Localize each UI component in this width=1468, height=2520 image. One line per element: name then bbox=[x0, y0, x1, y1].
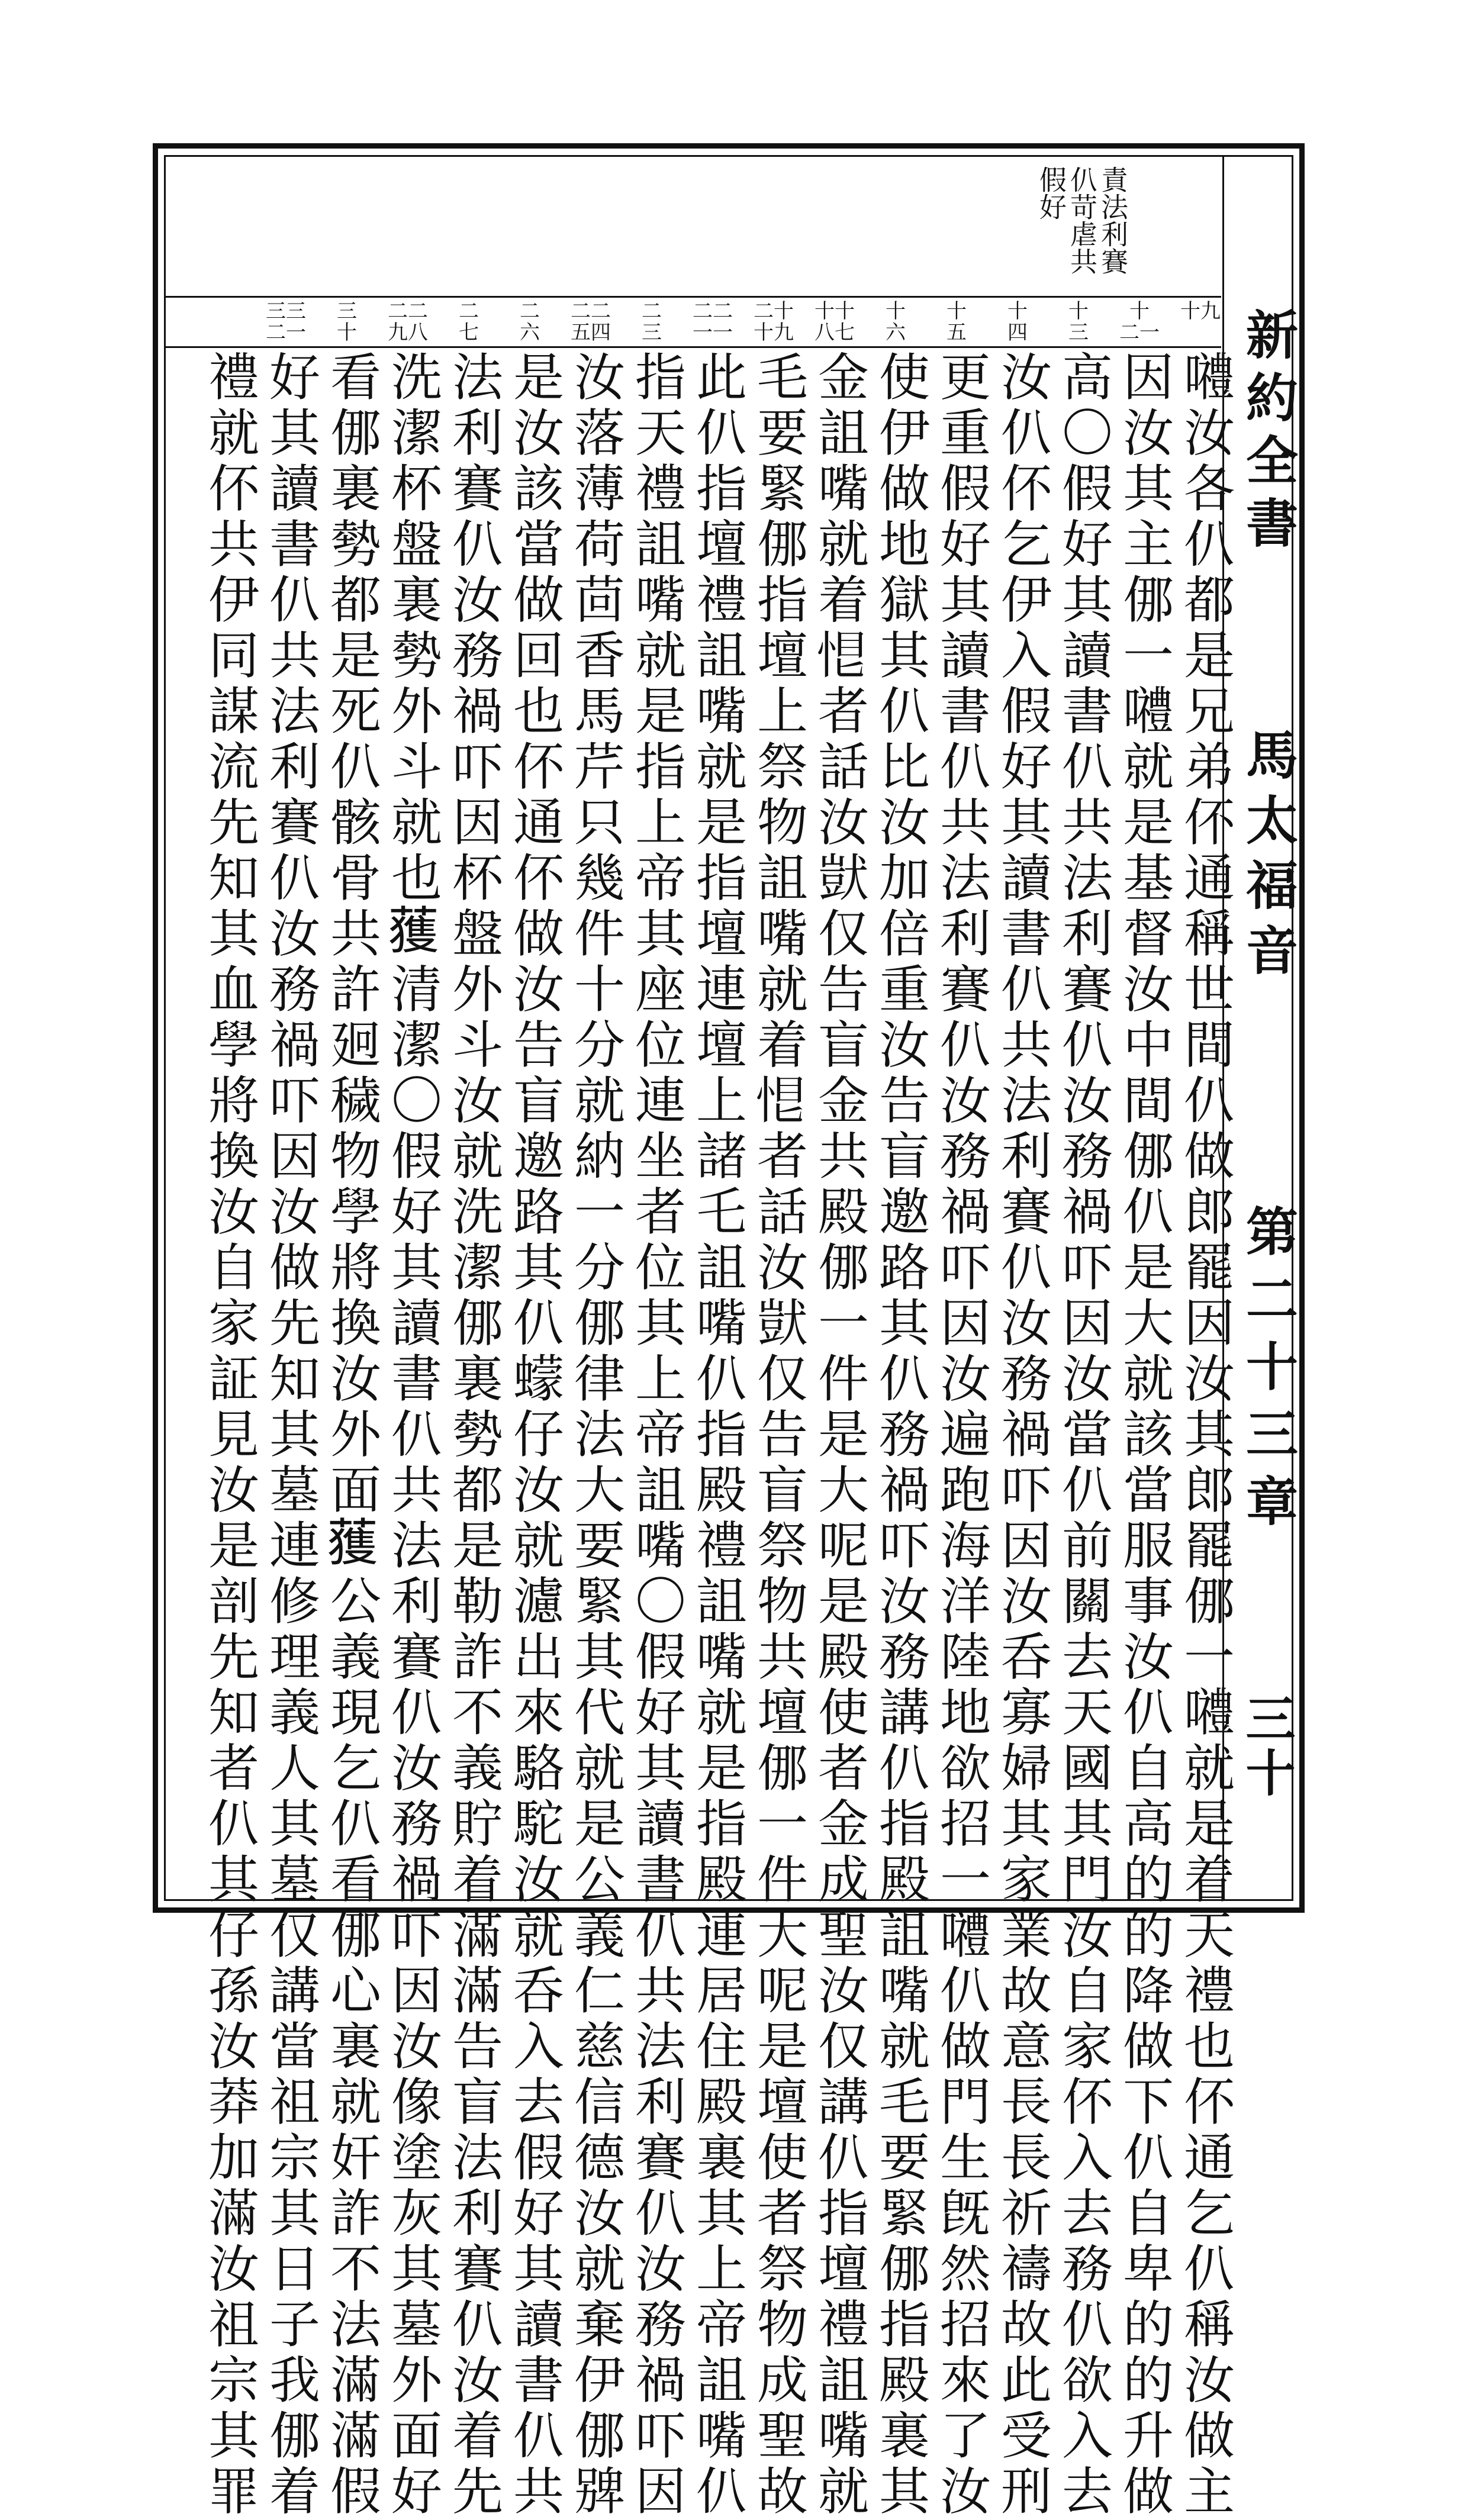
verse-number: 十 六 bbox=[886, 299, 906, 344]
text-column: 法利賽仈汝務禍吓因杯盤外斗汝就洗潔㑚裏勢都是勒詐不義貯着滿滿告盲法利賽仈汝着先 bbox=[443, 350, 503, 2520]
book-title: 新約全書 bbox=[1238, 308, 1299, 559]
text-column: 此仈指壇禮詛嘴就是指壇連壇上諸乇詛嘴仈指殿禮詛嘴就是指殿連居住殿裏其上帝詛嘴仈 bbox=[687, 350, 746, 2520]
text-column: 好其讀書仈共法利賽仈汝務禍吓因汝做先知其墓連修理義人其墓仅講當祖宗其日子我㑚着 bbox=[260, 350, 320, 2520]
text-column: 洗潔杯盤裏勢外斗就也𫉬清潔〇假好其讀書仈共法利賽仈汝務禍吓因汝像塗灰其墓外面好 bbox=[382, 350, 442, 2520]
marginal-note: 假好 bbox=[1035, 166, 1067, 220]
divider-rule bbox=[166, 346, 1221, 348]
verse-number: 二十 十九 bbox=[754, 299, 794, 344]
text-column: 汝落薄荷茴香馬芹只幾件十分就納一分㑚律法大要緊其代就是公義仁慈信德汝就棄伊㑚㗗 bbox=[565, 350, 624, 2520]
divider-rule bbox=[166, 296, 1221, 298]
text-column: 毛要緊㑚指壇上祭物詛嘴就着𢚉者話汝獃仅告盲祭物共壇㑚一件大呢是壇使者祭物成聖故 bbox=[748, 350, 807, 2520]
verse-number: 十 五 bbox=[947, 299, 967, 344]
text-column: 使伊做地獄其仈比汝加倍重汝告盲邀路其仈務禍吓汝務講仈指殿詛嘴就毛要緊㑚指殿裏其 bbox=[870, 350, 929, 2520]
verse-number: 二 三 bbox=[642, 299, 662, 344]
verse-number: 十 二一 bbox=[1119, 299, 1160, 344]
verse-number: 十十 八七 bbox=[815, 299, 855, 344]
marginal-note: 責法利賽 bbox=[1097, 166, 1129, 275]
text-column: 是汝該當做回也伓通伓做汝告盲邀路其仈蠓仔汝就濾出來駱駝汝就呑入去假好其讀書仈共 bbox=[504, 350, 564, 2520]
gospel-title: 馬太福音 bbox=[1238, 728, 1299, 988]
verse-number: 十 三 bbox=[1068, 299, 1089, 344]
verse-number: 二二 九八 bbox=[388, 299, 428, 344]
verse-number: 十 四 bbox=[1007, 299, 1028, 344]
verse-number: 二 六 bbox=[520, 299, 540, 344]
verse-number: 三 十 bbox=[337, 299, 357, 344]
text-column: 指天禮詛嘴就是指上帝其座位連坐者位其上帝詛嘴〇假好其讀書仈共法利賽仈汝務禍吓因 bbox=[626, 350, 685, 2520]
text-column: 更重假好其讀書仈共法利賽仈汝務禍吓因汝遍跑海洋陸地欲招一𡅏仈做門生旣然招來了汝 bbox=[931, 350, 990, 2520]
marginal-notes bbox=[989, 155, 1222, 309]
text-column: 高〇假好其讀書仈共法利賽仈汝務禍吓因汝當仈前關去天國其門汝自家伓入去務仈欲入去 bbox=[1053, 350, 1112, 2520]
verse-number: 二二 五四 bbox=[571, 299, 611, 344]
verse-number: 十九 bbox=[1180, 299, 1221, 323]
text-column: 禮就伓共伊同謀流先知其血學將換汝自家証見汝是剖先知者仈其仔孫汝莽加滿汝祖宗其罪 bbox=[199, 350, 259, 2520]
marginal-note: 仈苛虐共 bbox=[1066, 166, 1098, 275]
page-number: 三十 bbox=[1238, 1693, 1296, 1802]
chapter-title: 第二十三章 bbox=[1238, 1204, 1299, 1542]
text-column: 𡅏汝各仈都是兄弟伓通稱世間仈做郎罷因汝其郎罷㑚一𡅏就是着天禮也伓通乞仈稱汝做主 bbox=[1175, 350, 1234, 2520]
text-column: 看㑚裏勢都是死仈骸骨共許㢠穢物學將換汝外面𫉬公義現乞仈看㑚心裏就奸詐不法滿滿假 bbox=[321, 350, 381, 2520]
text-column: 金詛嘴就着𢚉者話汝獃仅告盲金共殿㑚一件是大呢是殿使者金成聖汝仅講仈指壇禮詛嘴就 bbox=[809, 350, 868, 2520]
verse-number: 三三 二一 bbox=[266, 299, 306, 344]
text-column: 因汝其主㑚一𡅏就是基督汝中間㑚仈是大就該當服事汝仈自高的的降做下仈自卑的的升做 bbox=[1114, 350, 1173, 2520]
text-column: 汝仈伓乞伊入假好其讀書仈共法利賽仈汝務禍吓因汝呑寡婦其家業故意長長祈禱故此受刑 bbox=[992, 350, 1051, 2520]
verse-number: 二 七 bbox=[459, 299, 479, 344]
verse-number: 二二 一一 bbox=[693, 299, 733, 344]
